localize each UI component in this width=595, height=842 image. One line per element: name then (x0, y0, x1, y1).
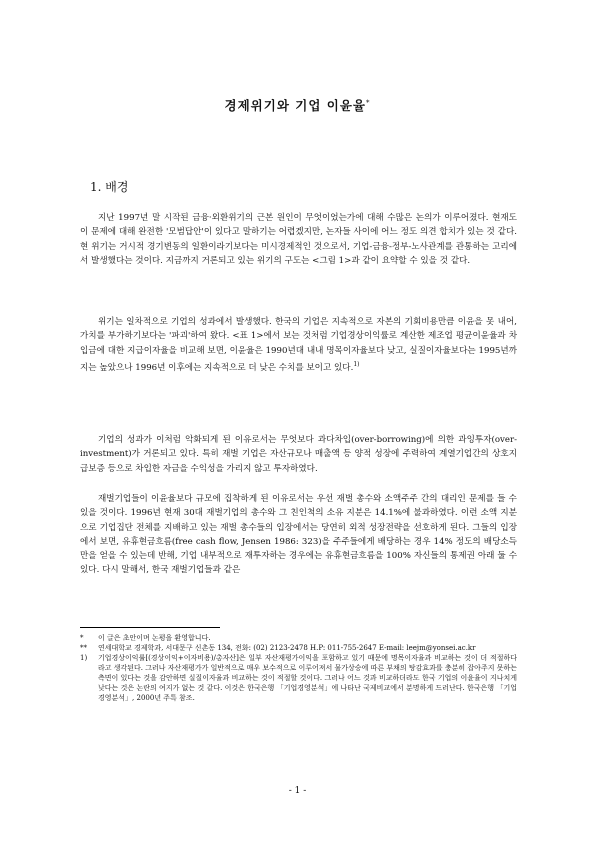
paragraph-4-text: 재벌기업들이 이윤율보다 규모에 집착하게 된 이유로서는 우선 재벌 총수와 소액주주 간의 대리인 문제를 들 수 있을 것이다. 1996년 현재 30대 재벌기업의 총수와 그 친인척의 소유 지분은 14.1%에 불과하였다. 이런 소액 지분으로 기업집단 전체를 지배하고 있는 재벌 총수들의 입장에서는 당연히 외적 성장전략을 선호하게 된다. 그들의 입장에서 보면, 유휴현금흐름(free cash flow, Jensen 1986: 323)을 주주들에게 배당하는 경우 14% 정도의 배당소득만을 얻을 수 있는데 반해, 기업 내부적으로 재투자하는 경우에는 유휴현금흐름을 100% 자신들의 통제권 아래 둘 수 있다. 다시 말해서, 한국 재벌기업들과 같은 (80, 494, 517, 576)
footnote-item (80, 653, 517, 703)
footnote-item (80, 643, 517, 653)
footnote-mark: 1) (80, 654, 88, 662)
paragraph-2-body: 위기는 일차적으로 기업의 성과에서 발생했다. 한국의 기업은 지속적으로 자본의 기회비용만큼 이윤을 못 내어, 가치를 부가하기보다는 '파괴'하여 왔다. <표 1>에서 보는 것처럼 기업경상이익률로 계산한 제조업 평균이윤율과 차입금에 대한 지급이자율을 비교해 보면, 이윤율은 1990년대 내내 명목이자율보다 낮고, 실질이자율보다는 1995년까지는 높았으나 1996년 이후에는 지속적으로 더 낮은 수치를 보이고 있다. (80, 317, 517, 373)
footnote-mark: ** (80, 644, 87, 652)
paragraph-1 (80, 211, 517, 268)
footnote-text: 이 글은 초안이며 논평을 환영합니다. (98, 634, 211, 642)
title-footnote-mark: * (365, 98, 371, 107)
paragraph-3-text: 기업의 성과가 이처럼 악화되게 된 이유로서는 무엇보다 과다차입(over-borrowing)에 의한 과잉투자(over-investment)가 거론되고 있다. 특히 재벌 기업은 자산규모나 매출액 등 양적 성장에 주력하여 계열기업간의 상호지급보증 등으로 차입한 자금을 수익성을 가리지 않고 투자하였다. (80, 435, 517, 474)
paragraph-2-text (80, 315, 517, 375)
footnote-reference: 1) (353, 360, 360, 368)
section-heading: 1. 배경 (90, 180, 129, 194)
paragraph-1-text: 지난 1997년 말 시작된 금융·외환위기의 근본 원인이 무엇이었는가에 대해 수많은 논의가 이루어졌다. 현재도 이 문제에 대해 완전한 '모범답안'이 있다고 말하기는 어렵겠지만, 논자들 사이에 어느 정도 의견 합치가 있는 것 같다. 현 위기는 거시적 경기변동의 일환이라기보다는 미시경제적인 것으로서, 기업-금융-정부-노사관계를 관통하는 고리에서 발생했다는 것이다. 지금까지 거론되고 있는 위기의 구도는 <그림 1>과 같이 요약할 수 있을 것 같다. (80, 213, 517, 266)
footnote-text: 기업경상이익률[(경상이익+이자비용)/총자산]은 일부 자산재평가이익을 포함하고 있기 때문에 명목이자율과 비교하는 것이 더 적절하다라고 생각된다. 그러나 자산재평가가 일반적으로 매우 보수적으로 이루어져서 물가상승에 따른 부채의 탕감효과를 충분히 잡아주지 못하는 측면이 있다는 것을 감안하면 실질이자율과 비교하는 것이 적절할 것이다. 그러나 어느 것과 비교하더라도 한국 기업의 이윤율이 지나치게 낮다는 것은 논란의 여지가 없는 것 같다. 이것은 한국은행 「기업경영분석」에 나타난 국제비교에서 분명하게 드러난다. 한국은행 「기업경영분석」, 2000년 주특 참조. (98, 654, 517, 702)
paragraph-4 (80, 492, 517, 578)
footnote-item (80, 633, 517, 643)
paragraph-2 (80, 315, 517, 375)
footnote-divider (80, 627, 220, 628)
footnote-mark: * (80, 634, 84, 642)
page-number: - 1 - (288, 786, 307, 796)
footnotes (80, 633, 517, 703)
document-title-text: 경제위기와 기업 이윤율 (224, 98, 366, 113)
document-title (0, 96, 595, 114)
footnote-text: 연세대학교 경제학과, 서대문구 신촌동 134, 전화: (02) 2123-2478 H.P: 011-755-2647 E-mail: leejm@yonsei.ac.kr (98, 644, 476, 652)
paragraph-3 (80, 433, 517, 476)
